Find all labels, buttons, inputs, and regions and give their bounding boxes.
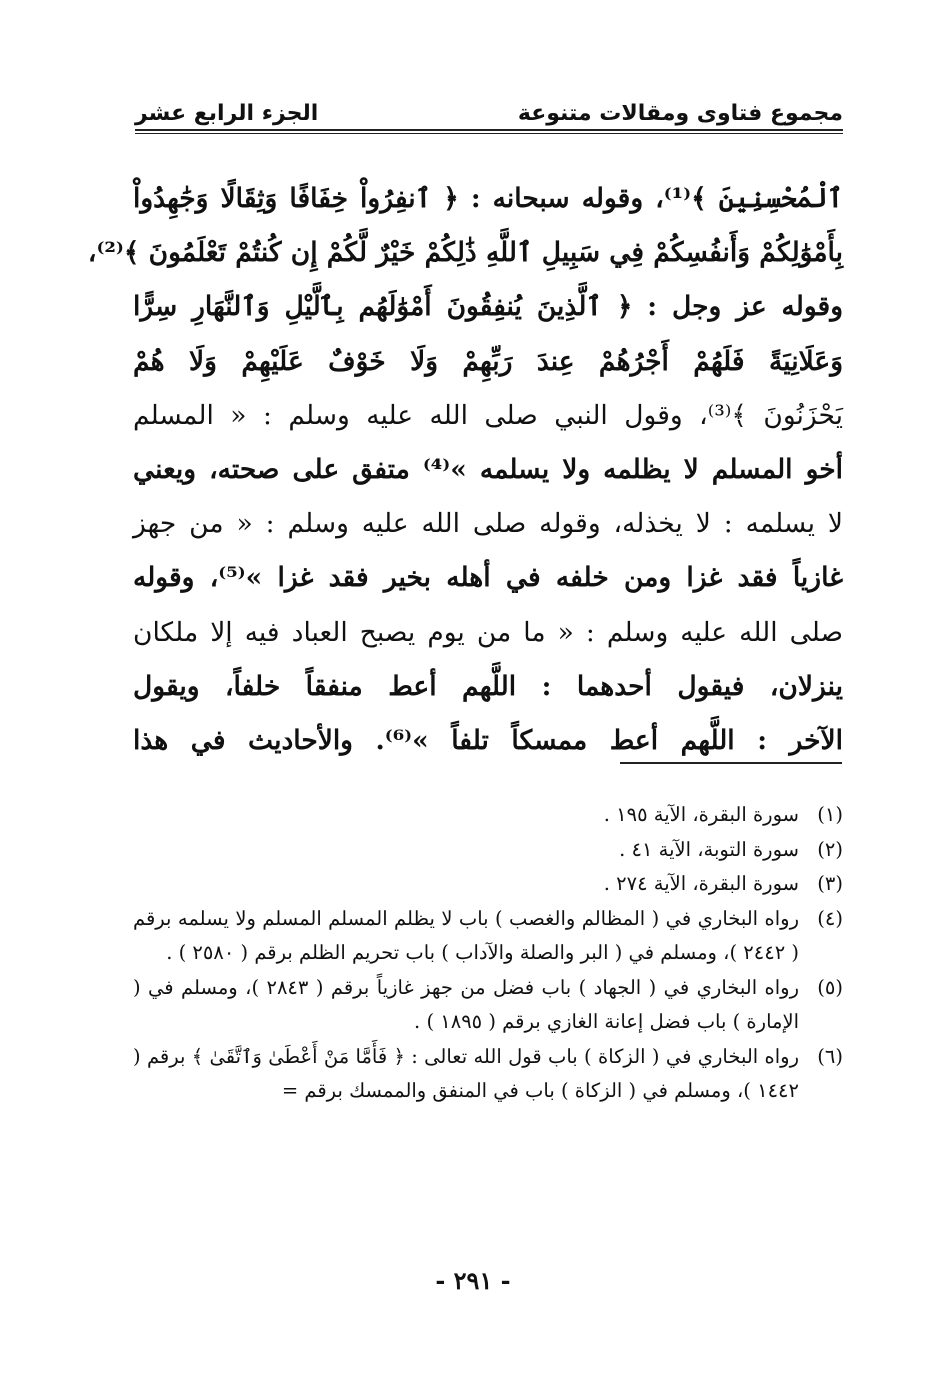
body-line: يَحْزَنُونَ ﴾⁽³⁾، وقول النبي صلى الله عليه وسلم : « المسلم	[133, 399, 844, 431]
header-rule-thin	[135, 133, 843, 134]
body-line: الآخر : اللَّهم أعط ممسكاً تلفاً »⁽⁶⁾. والأحاديث في هذا	[133, 725, 843, 757]
footnote-separator	[620, 762, 842, 764]
running-header	[135, 90, 843, 126]
footnote-3	[133, 867, 843, 902]
footnote-number: (٤)	[817, 906, 843, 930]
footnote-6	[133, 1040, 843, 1109]
body-line: بِأَمْوَٰلِكُمْ وَأَنفُسِكُمْ فِي سَبِيلِ ٱللَّهِ ذَٰلِكُمْ خَيْرٌ لَّكُمْ إِن كُنتُمْ تَعْلَمُونَ ﴾⁽²⁾،	[87, 237, 843, 269]
body-line: ينزلان، فيقول أحدهما : اللَّهم أعط منفقاً خلفاً، ويقول	[133, 670, 843, 702]
header-rule	[135, 129, 843, 131]
body-line: وقوله عز وجل : ﴿ ٱلَّذِينَ يُنفِقُونَ أَمْوَٰلَهُم بِٱلَّيْلِ وَٱلنَّهَارِ سِرًّا	[133, 291, 843, 323]
body-line: أخو المسلم لا يظلمه ولا يسلمه »⁽⁴⁾ متفق على صحته، ويعني	[133, 454, 843, 486]
footnote-5	[133, 971, 843, 1040]
body-line: غازياً فقد غزا ومن خلفه في أهله بخير فقد غزا »⁽⁵⁾، وقوله	[133, 562, 843, 594]
header-book-title: مجموع فتاوى ومقالات متنوعة	[517, 101, 843, 126]
footnote-number: (١)	[817, 803, 843, 826]
footnote-number: (٢)	[817, 837, 843, 861]
footnote-number: (٦)	[817, 1044, 843, 1068]
body-line: صلى الله عليه وسلم : « ما من يوم يصبح العباد فيه إلا ملكان	[133, 616, 843, 648]
header-volume-title: الجزء الرابع عشر	[135, 101, 319, 126]
main-text	[87, 172, 844, 768]
footnote-text: سورة البقرة، الآية ٢٧٤ .	[603, 872, 799, 895]
footnote-number: (٥)	[817, 975, 843, 999]
footnote-text: رواه البخاري في ( المظالم والغصب ) باب لا يظلم المسلم المسلم ولا يسلمه برقم ( ٢٤٤٢ )، ومسلم في ( البر والصلة والآداب ) باب تحريم الظلم برقم ( ٢٥٨٠ ) .	[133, 906, 799, 964]
body-line: وَعَلَانِيَةً فَلَهُمْ أَجْرُهُمْ عِندَ رَبِّهِمْ وَلَا خَوْفٌ عَلَيْهِمْ وَلَا هُمْ	[133, 345, 843, 377]
body-line: ٱلْمُحْسِنِينَ ﴾⁽¹⁾، وقوله سبحانه : ﴿ ٱنفِرُواْ خِفَافًا وَثِقَالًا وَجَٰهِدُواْ	[133, 183, 843, 214]
page-number: - ٢٩١ -	[435, 1266, 511, 1295]
footnote-text: سورة البقرة، الآية ١٩٥ .	[603, 803, 799, 826]
footnote-text: رواه البخاري في ( الجهاد ) باب فضل من جهز غازياً برقم ( ٢٨٤٣ )، ومسلم في ( الإمارة ) باب فضل إعانة الغازي برقم ( ١٨٩٥ ) .	[133, 975, 800, 1033]
footnote-2	[133, 833, 843, 868]
footnote-text: رواه البخاري في ( الزكاة ) باب قول الله تعالى : ﴿ فَأَمَّا مَنْ أَعْطَىٰ وَٱتَّقَىٰ ﴾ برقم ( ١٤٤٢ )، ومسلم في ( الزكاة ) باب في المنفق والممسك برقم =	[133, 1044, 799, 1102]
footnote-4	[133, 902, 843, 971]
footnote-text: سورة التوبة، الآية ٤١ .	[619, 837, 799, 861]
footnote-1	[133, 798, 843, 833]
footnote-number: (٣)	[817, 872, 843, 895]
body-line: لا يسلمه : لا يخذله، وقوله صلى الله عليه وسلم : « من جهز	[133, 508, 843, 540]
footnotes	[133, 798, 843, 1109]
